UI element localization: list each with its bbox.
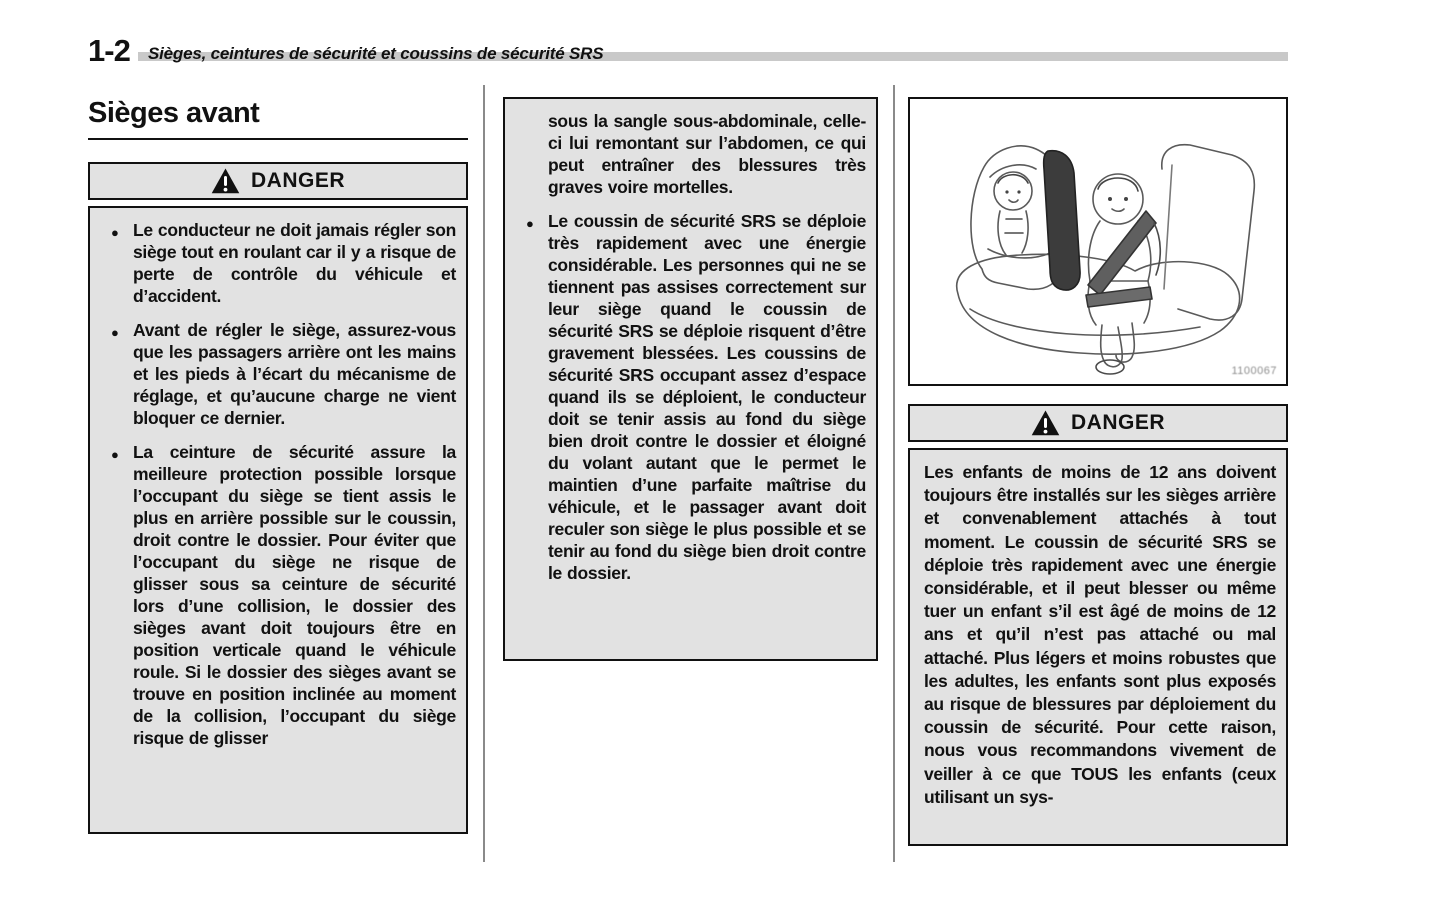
children-rear-seat-illustration: [910, 99, 1286, 384]
danger-header-left: [88, 162, 468, 200]
warning-triangle-icon: [211, 168, 240, 194]
column-divider-right: [893, 85, 895, 862]
section-title: Sièges avant: [88, 97, 260, 129]
warning-triangle-icon: [1031, 410, 1060, 436]
figure-box: [908, 97, 1288, 386]
column-divider-left: [483, 85, 485, 862]
bullet-item: ● Le conducteur ne doit jamais régler son siège tout en roulant car il y a risque de perte de contrôle du véhicule et d’accident.: [100, 219, 456, 307]
danger-box-right: [908, 448, 1288, 846]
section-title-underline: [88, 138, 468, 140]
bullet-item: ● Le coussin de sécurité SRS se déploie très rapidement avec une énergie considérable. Les personnes qui ne se tiennent pas assises correctement sur leur siège quand le coussin de sécurité SRS se déploie risquent d’être gravement blessées. Les coussins de sécurité SRS occupant assez d’espace quand ils se déploient, le conducteur doit se tenir assis au fond du siège bien droit contre le dossier et éloigné du volant autant que le permet le maintien d’une parfaite maîtrise du véhicule, et le passager avant doit reculer son siège le plus possible et se tenir au fond du siège bien droit contre le dossier.: [515, 210, 866, 584]
page-number: 1-2: [88, 33, 138, 69]
danger-box-middle: [503, 97, 878, 661]
continuation-paragraph: sous la sangle sous-abdominale, celle-ci lui remontant sur l’abdomen, ce qui peut entraîner des blessures très graves voire mortelles.: [548, 111, 866, 197]
danger-box-left: [88, 206, 468, 834]
figure-code: 1100067: [1231, 365, 1277, 377]
danger-label: DANGER: [1070, 411, 1165, 434]
page-header-title: Sièges, ceintures de sécurité et coussins de sécurité SRS: [148, 44, 604, 63]
bullet-item: ● Avant de régler le siège, assurez-vous que les passagers arrière ont les mains et les pieds à l’écart du mécanisme de réglage, et qu’aucune charge ne vient bloquer ce dernier.: [100, 319, 456, 429]
bullet-item: ● La ceinture de sécurité assure la meilleure protection possible lorsque l’occupant du siège se tient assis le plus en arrière possible sur le coussin, droit contre le dossier. Pour éviter que l’occupant du siège ne risque de glisser sous sa ceinture de sécurité lors d’une collision, le dossier des sièges avant doit toujours être en position verticale quand le véhicule roule. Si le dossier des sièges avant se trouve en position inclinée au moment de la collision, l’occupant du siège risque de glisser: [100, 441, 456, 749]
danger-paragraph: Les enfants de moins de 12 ans doivent toujours être installés sur les sièges arrière et convenablement attachés à tout moment. Le coussin de sécurité SRS se déploie très rapidement avec une énergie considérable, et il peut blesser ou même tuer un enfant s’il est âgé de moins de 12 ans et qu’il n’est pas attaché ou mal attaché. Plus légers et moins robustes que les adultes, les enfants sont plus exposés au risque de blessures par déploiement du coussin de sécurité. Pour cette raison, nous vous recommandons vivement de veiller à ce que TOUS les enfants (ceux utilisant un sys-: [924, 462, 1276, 807]
danger-label: DANGER: [250, 169, 345, 192]
danger-header-right: [908, 404, 1288, 442]
